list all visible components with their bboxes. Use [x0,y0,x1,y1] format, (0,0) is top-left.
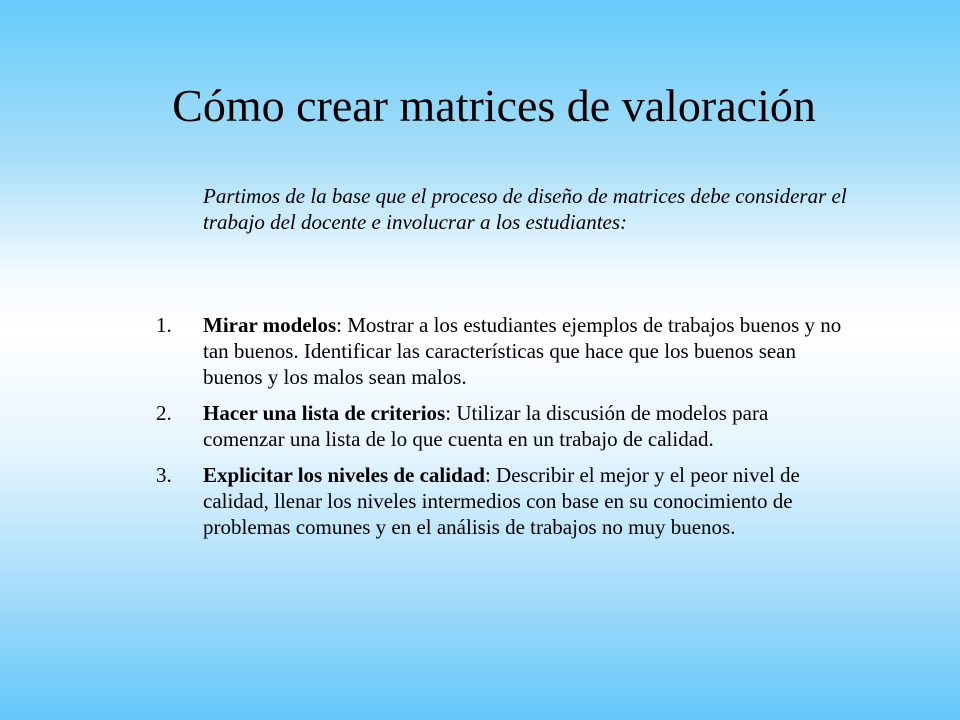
step-term: Explicitar los niveles de calidad [203,463,485,487]
step-text: : Mostrar a los estudiantes ejemplos de trabajos buenos y no tan buenos. Identificar las características que hace que los buenos sean buenos y los malos sean malos. [203,313,842,389]
slide-title: Cómo crear matrices de valoración [172,80,816,131]
list-item [0,462,843,540]
step-text: : Utilizar la discusión de modelos para comenzar una lista de lo que cuenta en un trabajo de calidad. [203,401,769,451]
steps-list [0,312,960,550]
step-text: : Describir el mejor y el peor nivel de calidad, llenar los niveles intermedios con base en su conocimiento de problemas comunes y en el análisis de trabajos no muy buenos. [203,463,800,539]
step-term: Hacer una lista de criterios [203,401,446,425]
list-item [0,400,843,452]
intro-paragraph: Partimos de la base que el proceso de diseño de matrices debe considerar el trabajo del docente e involucrar a los estudiantes: [203,184,847,234]
step-number: 1. [156,313,172,337]
step-term: Mirar modelos [203,313,337,337]
step-number: 2. [156,401,172,425]
list-item [0,312,843,390]
step-number: 3. [156,463,172,487]
